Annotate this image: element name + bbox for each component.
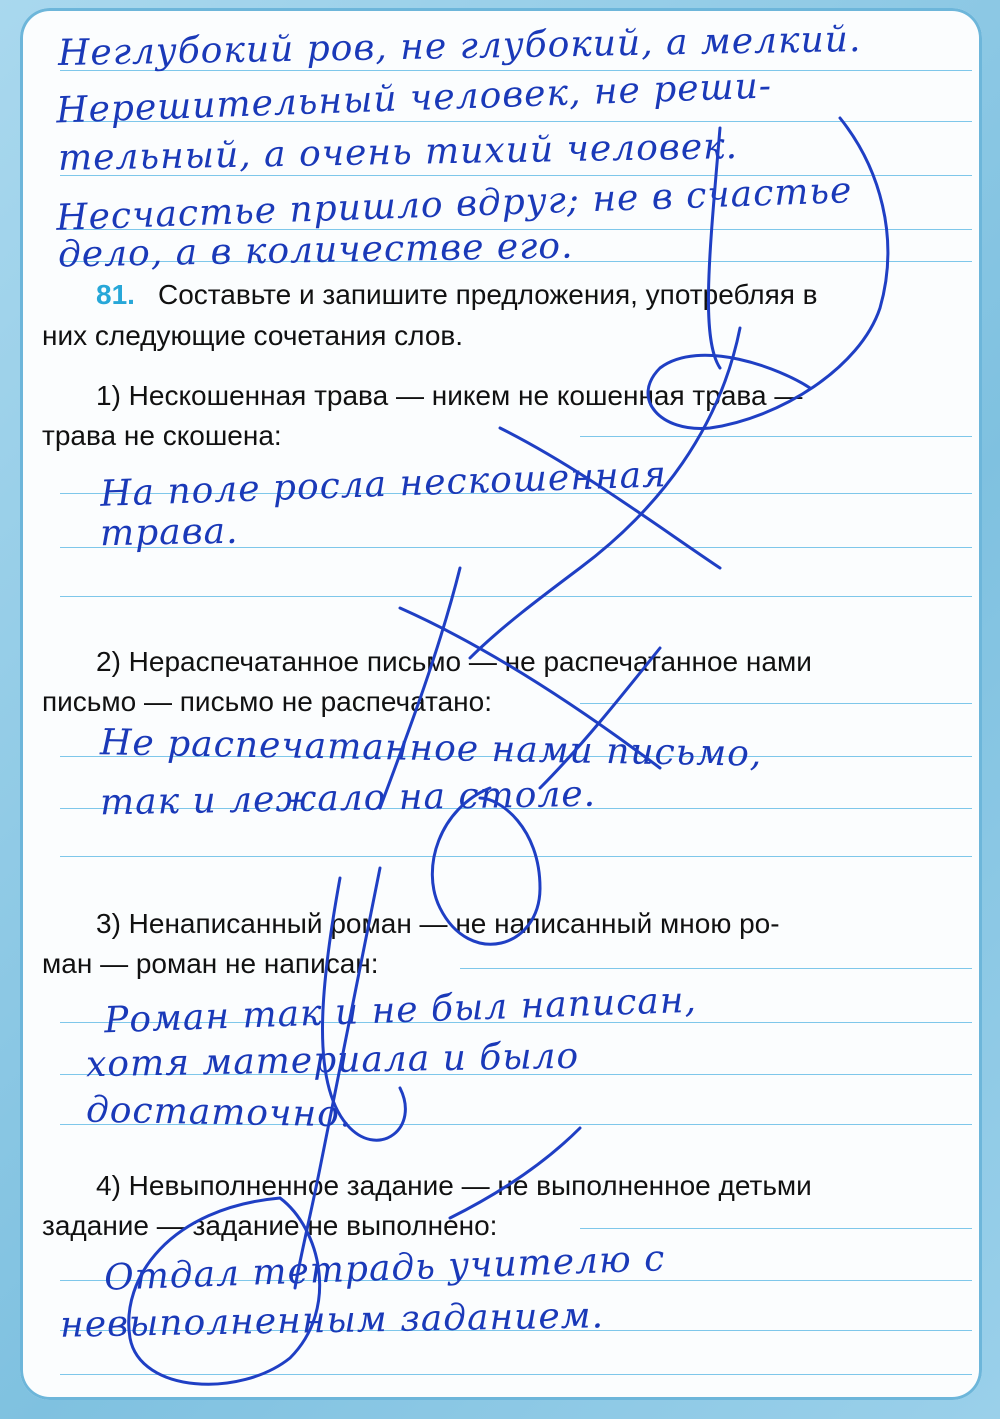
scribble-stroke [708, 128, 720, 368]
scribble-stroke [432, 788, 540, 944]
item-2-answer: так и лежало на столе. [99, 773, 597, 824]
item-1-answer: трава. [99, 510, 239, 555]
ink-scribbles [20, 8, 982, 1400]
scribble-stroke [540, 648, 660, 788]
exercise-instruction: них следующие сочетания слов. [42, 320, 464, 351]
item-4-answer: Отдал тетрадь учителю с [103, 1238, 666, 1299]
item-4-answer: невыполненным заданием. [59, 1295, 605, 1346]
exercise-number: 81. [96, 279, 135, 310]
scribble-stroke [129, 1198, 320, 1384]
scribble-stroke [500, 428, 720, 568]
scribble-stroke [648, 118, 888, 428]
item-2-prompt: 2) Нераспечатанное письмо — не распечатанное нами [96, 646, 812, 677]
item-4-prompt: 4) Невыполненное задание — не выполненное детьми [96, 1170, 812, 1201]
handwritten-line: дело, а в количестве его. [57, 225, 574, 276]
workbook-page [20, 8, 982, 1400]
item-2-prompt: письмо — письмо не распечатано: [42, 686, 492, 717]
scribble-stroke [380, 568, 460, 808]
handwritten-line: Неглубокий ров, не глубокий, а мелкий. [57, 18, 862, 75]
item-3-prompt: ман — роман не написан: [42, 948, 379, 979]
exercise-instruction: Составьте и запишите предложения, употребляя в [158, 279, 818, 310]
item-2-answer: Не распечатанное нами письмо, [99, 722, 763, 775]
item-3-answer: Роман так и не был написан, [103, 979, 698, 1042]
item-3-prompt: 3) Ненаписанный роман — не написанный мною ро- [96, 908, 780, 939]
scribble-stroke [400, 608, 660, 768]
handwritten-line: Несчастье пришло вдруг; не в счастье [55, 170, 853, 239]
scribble-stroke [295, 868, 380, 1288]
item-1-prompt: трава не скошена: [42, 420, 282, 451]
scribble-stroke [470, 328, 740, 658]
item-4-prompt: задание — задание не выполнено: [42, 1210, 498, 1241]
scribble-stroke [450, 1128, 580, 1218]
handwritten-line: тельный, а очень тихий человек. [57, 126, 739, 179]
item-3-answer: хотя материала и было [85, 1035, 580, 1086]
item-1-prompt: 1) Нескошенная трава — никем не кошенная трава — [96, 380, 803, 411]
item-1-answer: На поле росла нескошенная [99, 454, 668, 515]
handwritten-line: Нерешительный человек, не реши- [55, 65, 773, 132]
item-3-answer: достаточно. [85, 1089, 353, 1136]
